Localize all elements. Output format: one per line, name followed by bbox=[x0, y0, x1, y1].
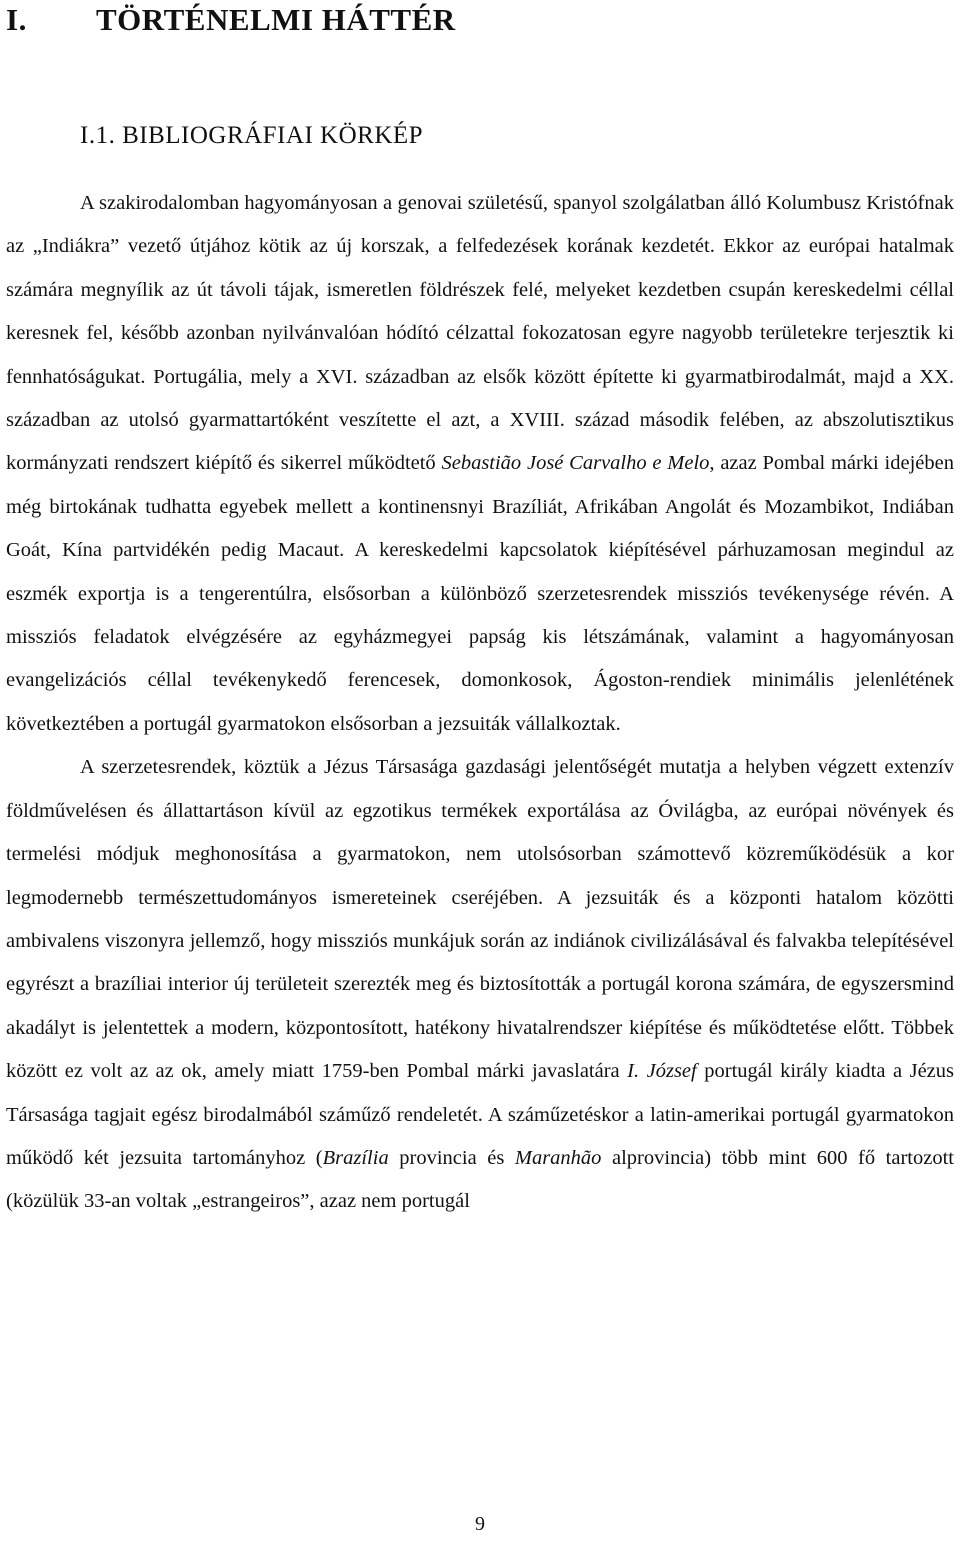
subprovince-name-italic: Maranhão bbox=[514, 1146, 602, 1169]
king-name-italic: I. József bbox=[627, 1060, 697, 1083]
province-name-italic: Brazília bbox=[322, 1146, 389, 1169]
paragraph-2 bbox=[6, 746, 954, 1223]
person-name-italic: Sebastião José Carvalho e Melo bbox=[441, 452, 710, 475]
chapter-title-text: TÖRTÉNELMI HÁTTÉR bbox=[96, 2, 456, 37]
section-title: I.1. BIBLIOGRÁFIAI KÖRKÉP bbox=[80, 122, 424, 149]
paragraph-1-text-b: , azaz Pombal márki idejében még birtokának tudhatta egyebek mellett a kontinensnyi Brazíliát, Afrikában Angolát és Mozambikot, Indiában Goát, Kína partvidékén pedig Macaut. A kereskedelmi kapcsolatok kiépítésével párhuzamosan megindul az eszmék exportja is a tengerentúlra, elsősorban a különböző szerzetesrendek missziós tevékenysége révén. A missziós feladatok elvégzésére az egyházmegyei papság kis létszámának, valamint a hagyományosan evangelizációs céllal tevékenykedő ferencesek, domonkosok, Ágoston-rendiek minimális jelenlétének következtében a portugál gyarmatokon elsősorban a jezsuiták vállalkoztak. bbox=[6, 452, 954, 735]
page-number: 9 bbox=[475, 1513, 485, 1535]
paragraph-1-text-a: A szakirodalomban hagyományosan a genovai születésű, spanyol szolgálatban álló Kolumbusz Kristófnak az „Indiákra” vezető útjához kötik az új korszak, a felfedezések korának kezdetét. Ekkor az európai hatalmak számára megnyílik az út távoli tájak, ismeretlen földrészek felé, melyeket kezdetben csupán kereskedelmi céllal keresnek fel, később azonban nyilvánvalóan hódító célzattal fokozatosan egyre nagyobb területekre terjesztik ki fennhatóságukat. Portugália, mely a XVI. században az elsők között építette ki gyarmatbirodalmát, majd a XX. században az utolsó gyarmattartóként veszítette el azt, a XVIII. század második felében, az abszolutisztikus kormányzati rendszert kiépítő és sikerrel működtető bbox=[6, 192, 954, 475]
paragraph-2-text-b: portugál király kiadta a Jézus Társasága tagjait egész birodalmából száműző rendeletét. A száműzetéskor a latin-amerikai portugál gyarmatokon működő két jezsuita tartományhoz ( bbox=[6, 1060, 954, 1169]
paragraph-2-text-d: alprovincia) több mint 600 fő tartozott (közülük 33-an voltak „estrangeiros”, azaz nem portugál bbox=[6, 1146, 954, 1213]
chapter-title bbox=[6, 2, 456, 38]
body-text bbox=[6, 182, 954, 1224]
paragraph-2-text-a: A szerzetesrendek, köztük a Jézus Társasága gazdasági jelentőségét mutatja a helyben végzett extenzív földművelésen és állattartáson kívül az egzotikus termékek exportálása az Óvilágba, az európai növények és termelési módjuk meghonosítása a gyarmatokon, nem utolsósorban számottevő közreműködésük a kor legmodernebb természettudományos ismereteinek cseréjében. A jezsuiták és a központi hatalom közötti ambivalens viszonyra jellemző, hogy missziós munkájuk során az indiánok civilizálásával és falvakba telepítésével egyrészt a brazíliai interior új területeit szerezték meg és biztosították a portugál korona számára, de egyszersmind akadályt is jelentettek a modern, központosított, hatékony hivatalrendszer kiépítése és működtetése előtt. Többek között ez volt az az ok, amely miatt 1759-ben Pombal márki javaslatára bbox=[6, 756, 954, 1083]
chapter-number: I. bbox=[6, 2, 27, 37]
document-page bbox=[6, 0, 954, 1541]
paragraph-1 bbox=[6, 182, 954, 746]
paragraph-2-text-c: provincia és bbox=[388, 1146, 515, 1169]
